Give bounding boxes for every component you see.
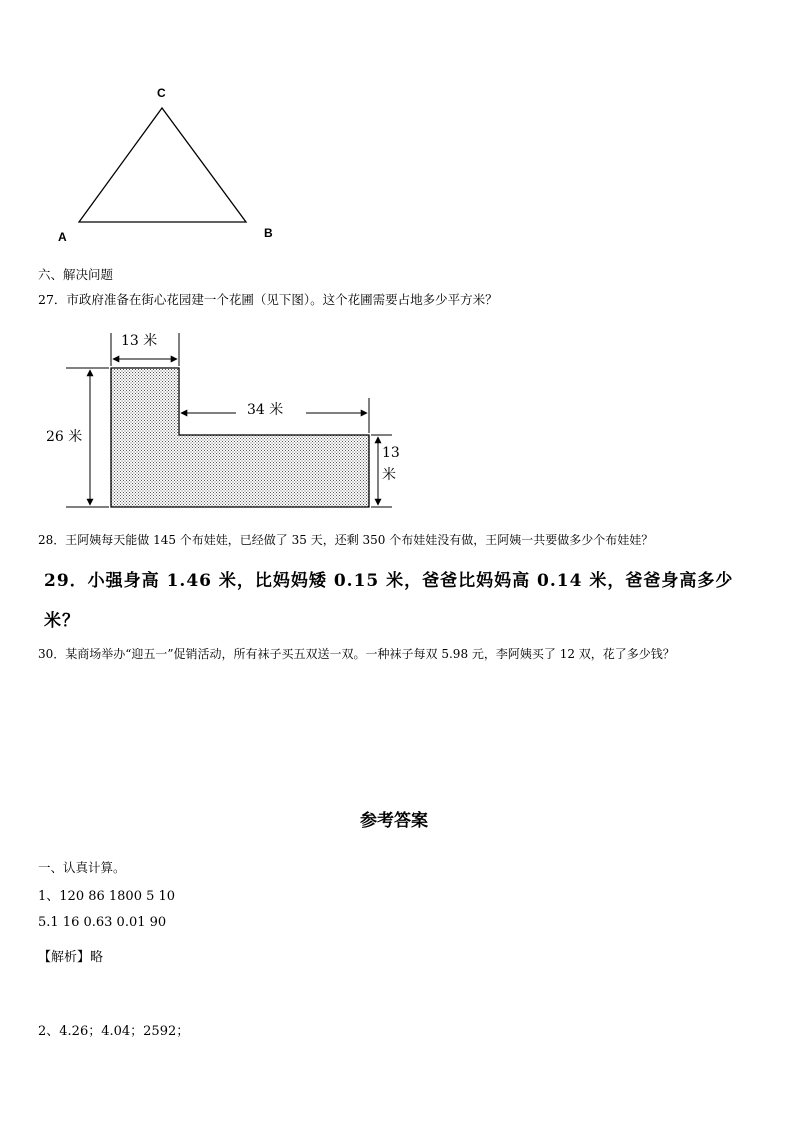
- dimension-label-top: 13 米: [121, 333, 158, 349]
- answer-1-line2: 5.1 16 0.63 0.01 90: [38, 915, 167, 930]
- question-28: 28．王阿姨每天能做 145 个布娃娃，已经做了 35 天，还剩 350 个布娃娃没有做，王阿姨一共要做多少个布娃娃？: [38, 533, 654, 547]
- answers-title: 参考答案: [360, 811, 428, 831]
- dimension-label-mid: 34 米: [247, 402, 284, 418]
- vertex-label-b: B: [264, 226, 273, 240]
- answers-section-1: 一、认真计算。: [38, 860, 126, 875]
- answer-1-line1: 1、120 86 1800 5 10: [38, 889, 176, 904]
- question-29-line1: 29．小强身高 1.46 米，比妈妈矮 0.15 米，爸爸比妈妈高 0.14 米，爸爸身高多少: [44, 571, 734, 591]
- dimension-label-right-unit: 米: [382, 467, 396, 483]
- question-29-line2: 米？: [44, 611, 80, 631]
- section-heading: 六、解决问题: [38, 267, 114, 282]
- dimension-label-right-number: 13: [382, 445, 400, 461]
- question-27: 27．市政府准备在街心花园建一个花圃（见下图）。这个花圃需要占地多少平方米？: [38, 292, 498, 307]
- garden-l-shape: [111, 368, 369, 507]
- answer-1-analysis: 【解析】略: [38, 950, 104, 965]
- vertex-label-c: C: [157, 86, 166, 100]
- question-30: 30．某商场举办“迎五一”促销活动，所有袜子买五双送一双。一种袜子每双 5.98 元，李阿姨买了 12 双，花了多少钱？: [38, 647, 675, 661]
- dimension-label-left: 26 米: [46, 429, 83, 445]
- vertex-label-a: A: [58, 230, 67, 244]
- garden-figure: [0, 0, 794, 520]
- answer-2: 2、4.26；4.04；2592；: [38, 1024, 190, 1039]
